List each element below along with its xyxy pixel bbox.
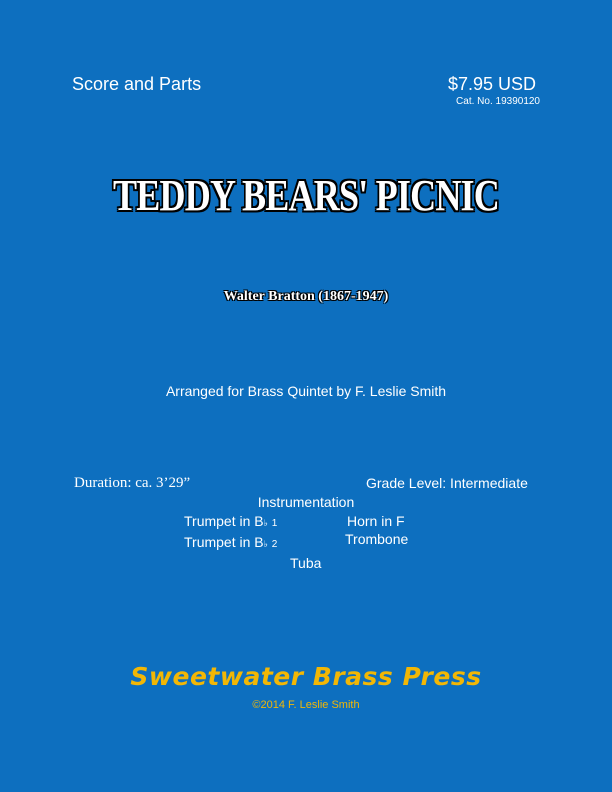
instrument-trumpet-2 bbox=[184, 534, 277, 550]
instrument-number: 1 bbox=[271, 518, 278, 529]
instrument-tuba: Tuba bbox=[290, 555, 322, 571]
flat-symbol: ♭ bbox=[263, 539, 268, 549]
page-title: TEDDY BEARS' PICNIC bbox=[112, 171, 500, 220]
instrument-horn: Horn in F bbox=[347, 513, 405, 529]
instrument-trumpet-1 bbox=[184, 513, 277, 529]
score-and-parts-label: Score and Parts bbox=[72, 74, 202, 94]
instrument-number: 2 bbox=[271, 539, 278, 550]
flat-symbol: ♭ bbox=[263, 518, 268, 528]
instrument-name: Trumpet in B bbox=[184, 534, 264, 550]
catalog-number: Cat. No. 19390120 bbox=[456, 96, 540, 107]
price-label: $7.95 USD bbox=[447, 74, 536, 94]
instrument-name: Trumpet in B bbox=[184, 513, 264, 529]
grade-level-label: Grade Level: Intermediate bbox=[366, 475, 528, 491]
duration-label: Duration: ca. 3’29” bbox=[74, 475, 191, 491]
instrument-trombone: Trombone bbox=[345, 531, 409, 547]
publisher-logo: Sweetwater Brass Press bbox=[130, 662, 482, 691]
arranger-credit: Arranged for Brass Quintet by F. Leslie Smith bbox=[165, 383, 447, 399]
copyright-notice: ©2014 F. Leslie Smith bbox=[252, 699, 360, 711]
instrumentation-heading: Instrumentation bbox=[257, 494, 355, 510]
composer-credit: Walter Bratton (1867-1947) bbox=[223, 289, 389, 304]
